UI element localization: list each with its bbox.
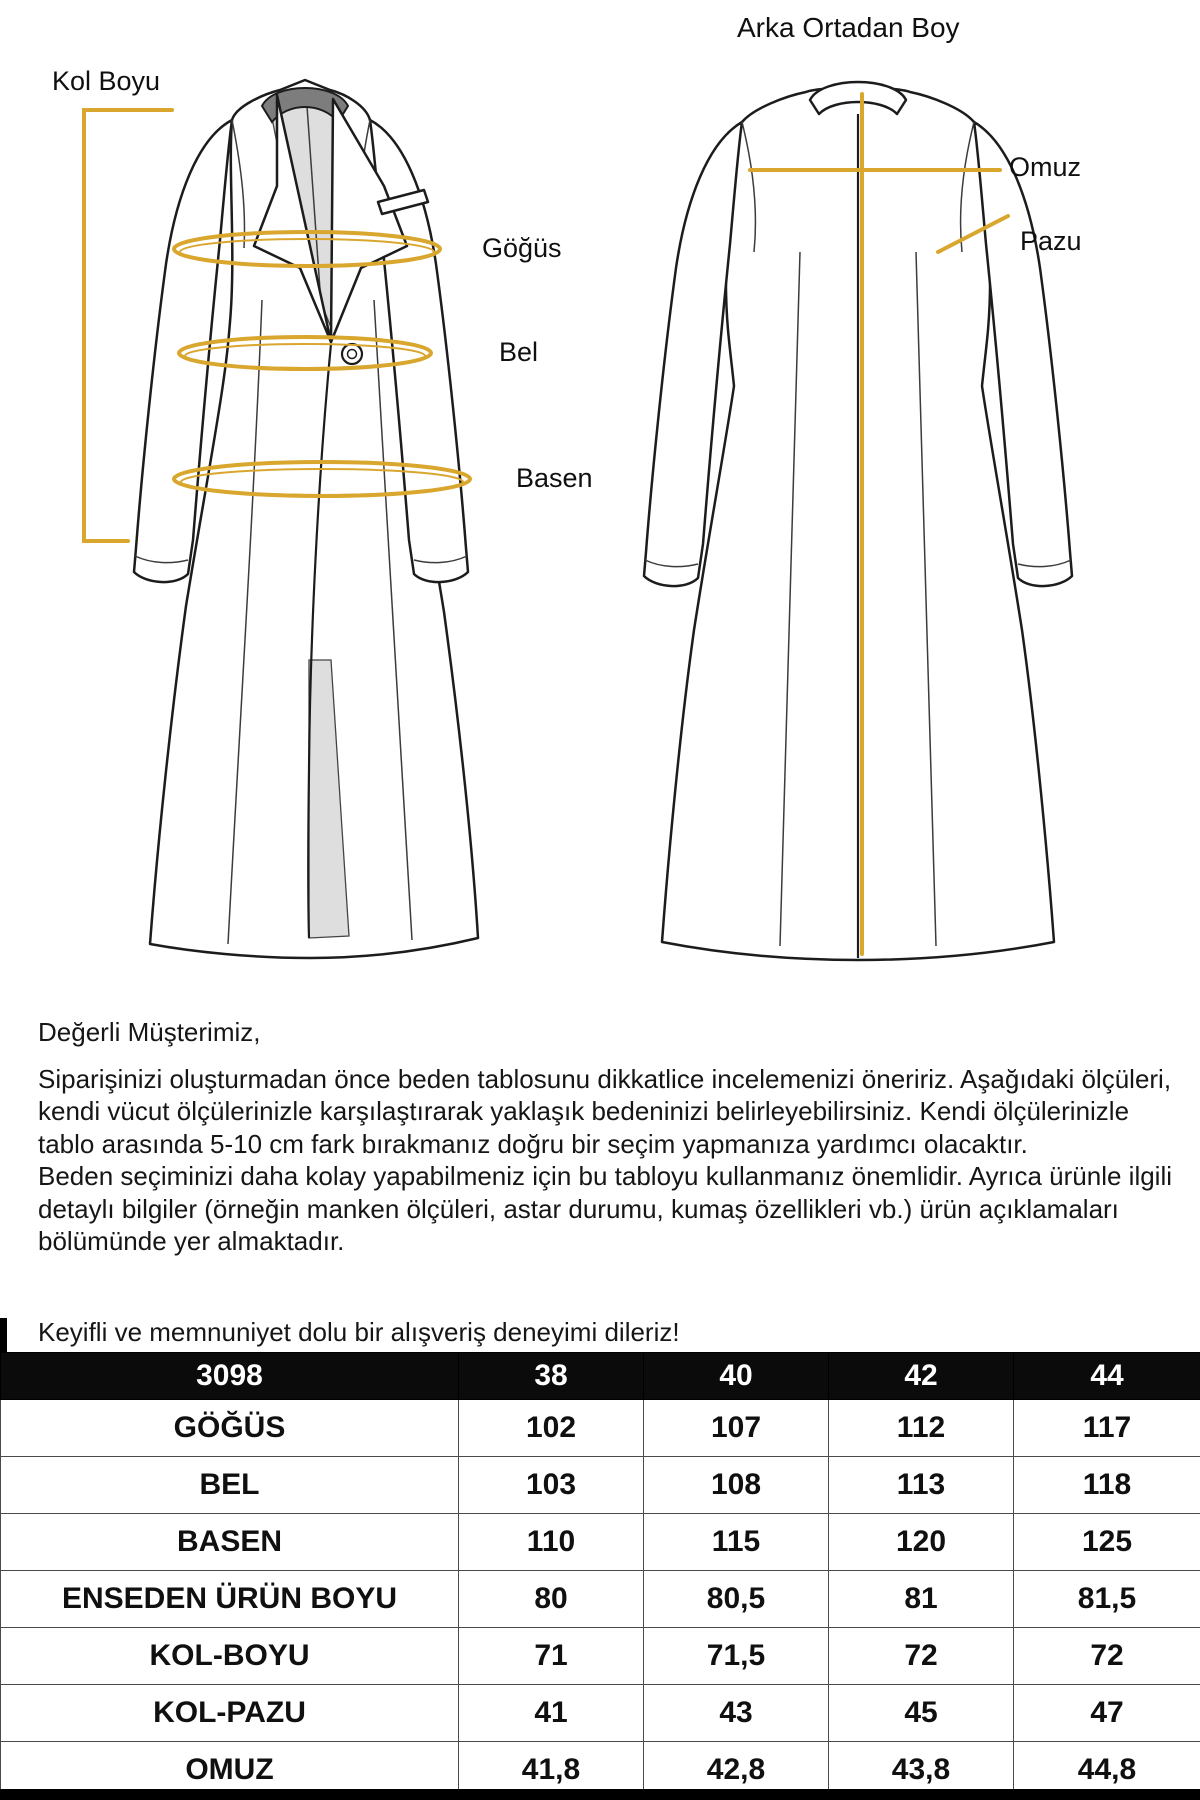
table-row	[1, 1400, 1200, 1457]
size-header: 38	[459, 1353, 644, 1400]
size-value: 41	[459, 1685, 644, 1742]
label-omuz: Omuz	[1009, 152, 1082, 182]
size-value: 47	[1014, 1685, 1200, 1742]
size-table	[0, 1352, 1200, 1799]
size-value: 80	[459, 1571, 644, 1628]
size-value: 125	[1014, 1514, 1200, 1571]
coat-front-diagram	[84, 80, 478, 958]
size-value: 81	[829, 1571, 1014, 1628]
size-value: 113	[829, 1457, 1014, 1514]
left-edge-mark	[0, 1318, 7, 1352]
size-value: 72	[1014, 1628, 1200, 1685]
size-value: 120	[829, 1514, 1014, 1571]
size-value: 45	[829, 1685, 1014, 1742]
customer-info-text	[38, 1016, 1178, 1258]
size-value: 43,8	[829, 1742, 1014, 1799]
size-header: 40	[644, 1353, 829, 1400]
measure-label: OMUZ	[1, 1742, 459, 1799]
closing-text: Keyifli ve memnuniyet dolu bir alışveriş deneyimi dileriz!	[38, 1317, 680, 1347]
size-header: 42	[829, 1353, 1014, 1400]
table-row	[1, 1628, 1200, 1685]
measure-label: KOL-BOYU	[1, 1628, 459, 1685]
size-value: 71	[459, 1628, 644, 1685]
table-row	[1, 1571, 1200, 1628]
size-value: 112	[829, 1400, 1014, 1457]
label-arka-ortadan-boy: Arka Ortadan Boy	[737, 12, 960, 43]
label-bel: Bel	[499, 337, 539, 367]
size-value: 108	[644, 1457, 829, 1514]
measure-label: ENSEDEN ÜRÜN BOYU	[1, 1571, 459, 1628]
table-row	[1, 1457, 1200, 1514]
measure-label: KOL-PAZU	[1, 1685, 459, 1742]
label-gogus: Göğüs	[482, 233, 562, 263]
size-value: 118	[1014, 1457, 1200, 1514]
label-basen: Basen	[516, 463, 593, 493]
size-value: 71,5	[644, 1628, 829, 1685]
info-paragraph-1: Siparişinizi oluşturmadan önce beden tablosunu dikkatlice incelemenizi öneririz. Aşağıdaki ölçüleri, kendi vücut ölçülerinizle karşılaştırarak yaklaşık bedeninizi belirleyebilirsiniz. Kendi ölçülerinizle tablo arasında 5-10 cm fark bırakmanız doğru bir seçim yapmanıza yardımcı olacaktır.	[38, 1063, 1172, 1159]
size-value: 80,5	[644, 1571, 829, 1628]
label-kol-boyu: Kol Boyu	[52, 66, 161, 96]
size-table-header-row	[1, 1353, 1200, 1400]
measure-label: BASEN	[1, 1514, 459, 1571]
info-paragraph-2: Beden seçiminizi daha kolay yapabilmeniz için bu tabloyu kullanmanız önemlidir. Ayrıca ürünle ilgili detaylı bilgiler (örneğin manken ölçüleri, astar durumu, kumaş özellikleri vb.) ürün açıklamaları bölümünde yer almaktadır.	[38, 1161, 1173, 1256]
size-value: 44,8	[1014, 1742, 1200, 1799]
bottom-bar	[0, 1789, 1200, 1800]
size-value: 115	[644, 1514, 829, 1571]
size-value: 81,5	[1014, 1571, 1200, 1628]
table-row	[1, 1514, 1200, 1571]
front-button	[342, 344, 362, 364]
size-value: 110	[459, 1514, 644, 1571]
size-value: 107	[644, 1400, 829, 1457]
size-value: 41,8	[459, 1742, 644, 1799]
size-value: 43	[644, 1685, 829, 1742]
size-value: 102	[459, 1400, 644, 1457]
greeting-text: Değerli Müşterimiz,	[38, 1017, 261, 1047]
size-value: 42,8	[644, 1742, 829, 1799]
label-pazu: Pazu	[1020, 226, 1082, 256]
size-value: 117	[1014, 1400, 1200, 1457]
measure-label: BEL	[1, 1457, 459, 1514]
size-value: 103	[459, 1457, 644, 1514]
coat-back-diagram	[644, 82, 1072, 960]
size-value: 72	[829, 1628, 1014, 1685]
measure-label: GÖĞÜS	[1, 1400, 459, 1457]
table-row	[1, 1685, 1200, 1742]
size-header: 44	[1014, 1353, 1200, 1400]
product-code: 3098	[1, 1353, 459, 1400]
